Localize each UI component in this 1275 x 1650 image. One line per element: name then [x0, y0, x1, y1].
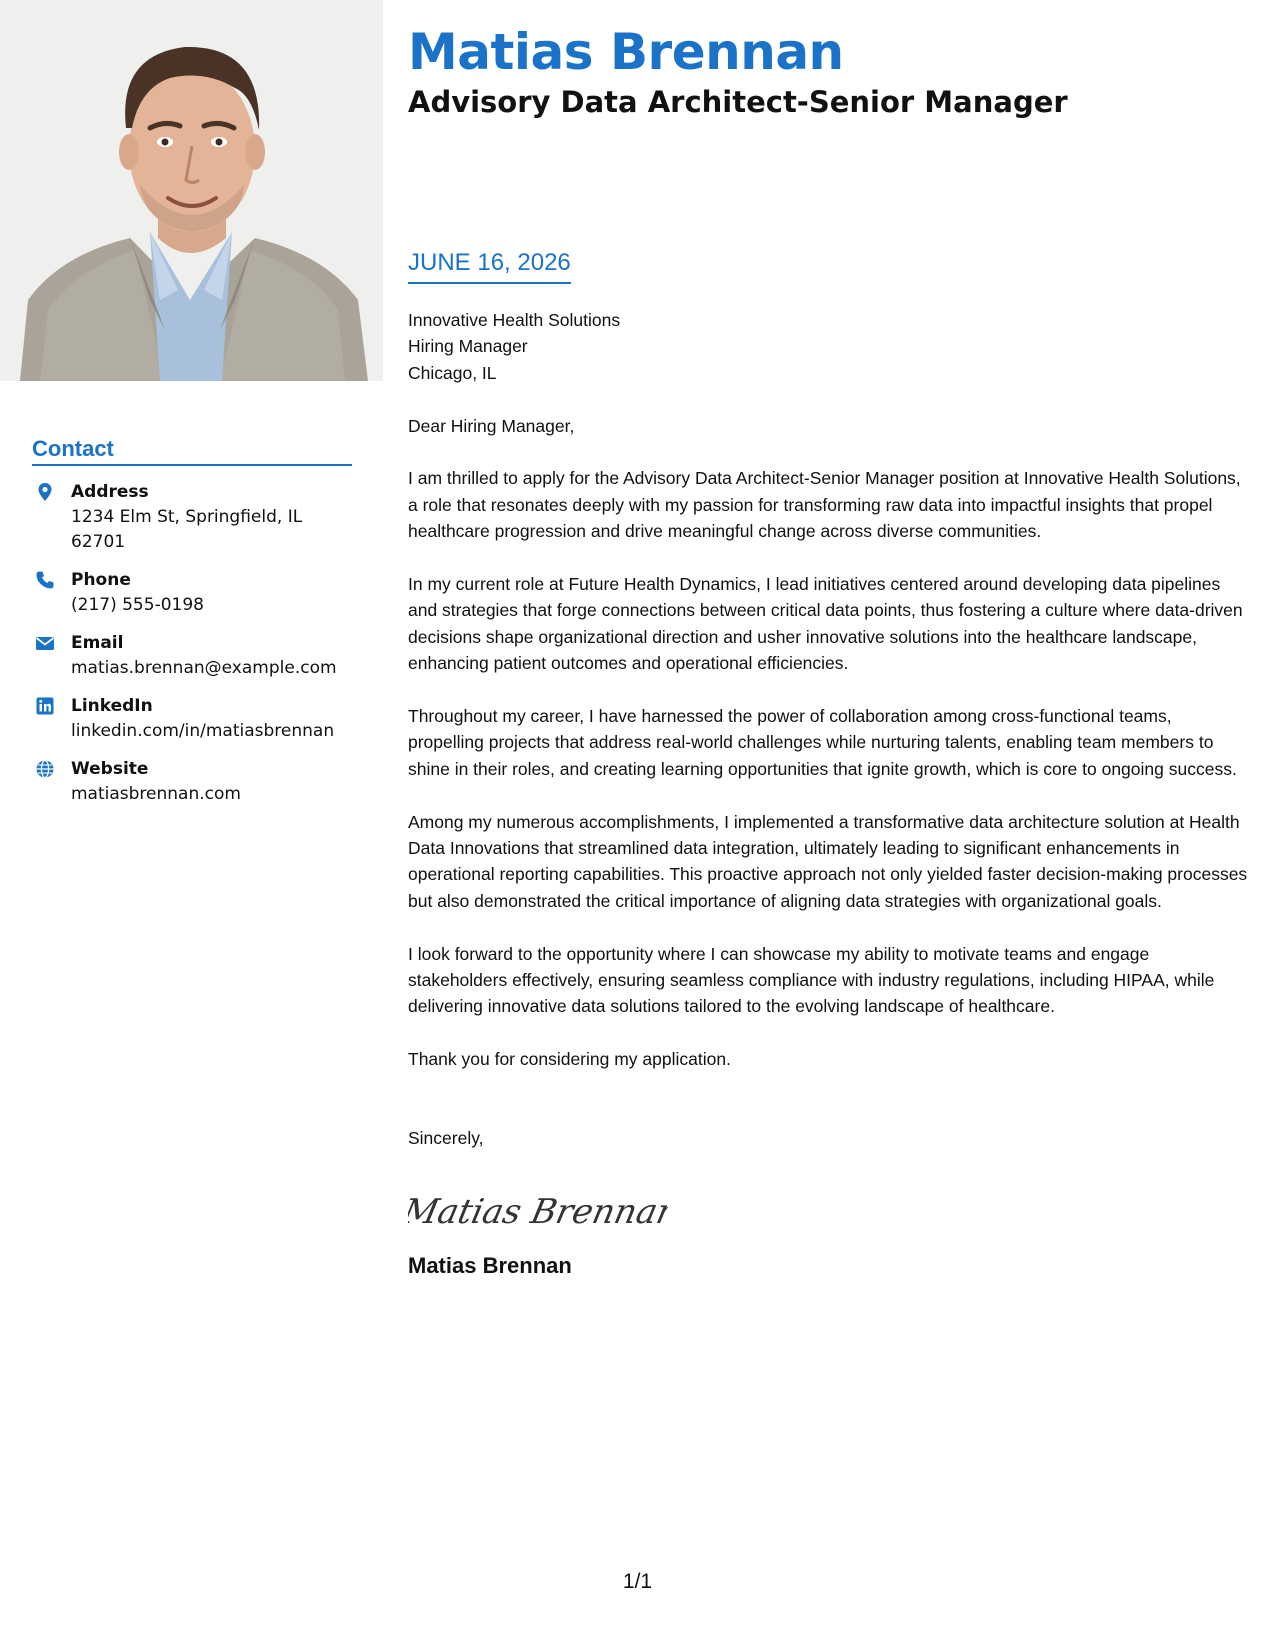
- contact-item-phone: [32, 568, 352, 618]
- applicant-name: Matias Brennan: [408, 23, 844, 81]
- phone-value: (217) 555-0198: [71, 595, 204, 615]
- contact-item-linkedin: [32, 694, 352, 744]
- paragraph-thanks: Thank you for considering my application.: [408, 1049, 731, 1070]
- contact-heading: Contact: [32, 436, 352, 466]
- paragraph-outlook: I look forward to the opportunity where I can showcase my ability to motivate teams and engage stakeholders effectively, ensuring seamless compliance with industry regulations, including HIPAA, while delivering innovative data solutions tailored to the evolving landscape of healthcare.: [408, 943, 1215, 1017]
- globe-icon: [35, 759, 55, 779]
- recipient-block: [408, 307, 1248, 386]
- paragraph-intro: I am thrilled to apply for the Advisory Data Architect-Senior Manager position at Innovative Health Solutions, a role that resonates deeply with my passion for transforming raw data into impactful insights that propel healthcare progression and drive meaningful change across diverse communities.: [408, 468, 1241, 542]
- paragraph-accomplishments: Among my numerous accomplishments, I implemented a transformative data architecture solution at Health Data Innovations that streamlined data integration, ultimately leading to significant enhancements in operational reporting capabilities. This proactive approach not only yielded faster decision-making processes but also demonstrated the critical importance of aligning data strategies with organizational goals.: [408, 811, 1248, 911]
- spacer: [408, 1099, 1248, 1125]
- linkedin-icon: [35, 696, 55, 716]
- contact-section: [32, 436, 352, 807]
- profile-photo: [0, 0, 383, 381]
- address-value: 1234 Elm St, Springfield, IL 62701: [71, 507, 303, 552]
- recipient-role: Hiring Manager: [408, 336, 528, 357]
- location-pin-icon: [35, 482, 55, 502]
- job-title: Advisory Data Architect-Senior Manager: [408, 85, 1068, 119]
- contact-label: Phone: [71, 570, 131, 590]
- contact-item-email: [32, 631, 352, 681]
- phone-icon: [35, 570, 55, 590]
- letter-date: JUNE 16, 2026: [408, 248, 571, 284]
- handwritten-signature: [408, 1181, 1248, 1241]
- signature-image: [408, 1181, 668, 1241]
- page-number: 1/1: [622, 1570, 653, 1593]
- paragraph-current-role: In my current role at Future Health Dynamics, I lead initiatives centered around developing data pipelines and strategies that forge connections between critical data points, thus fostering a culture where data-driven decisions shape organizational direction and usher innovative solutions into the healthcare landscape, enhancing patient outcomes and operational efficiencies.: [408, 574, 1243, 674]
- email-icon: [35, 633, 55, 653]
- recipient-location: Chicago, IL: [408, 362, 497, 383]
- contact-item-address: [32, 480, 352, 555]
- letter-body: [408, 307, 1248, 1280]
- email-value[interactable]: matias.brennan@example.com: [71, 658, 337, 678]
- paragraph-career: Throughout my career, I have harnessed the power of collaboration among cross-functional teams, propelling projects that address real-world challenges while nurturing talents, enabling team members to shine in their roles, and creating learning opportunities that ignite growth, which is core to ongoing success.: [408, 706, 1237, 779]
- closing: Sincerely,: [408, 1128, 484, 1149]
- linkedin-value[interactable]: linkedin.com/in/matiasbrennan: [71, 721, 335, 741]
- contact-label: Address: [71, 482, 149, 502]
- person-portrait: [0, 0, 383, 381]
- contact-label: Website: [71, 759, 149, 779]
- contact-item-website: [32, 757, 352, 807]
- salutation: Dear Hiring Manager,: [408, 415, 575, 436]
- recipient-company: Innovative Health Solutions: [408, 310, 621, 330]
- website-value[interactable]: matiasbrennan.com: [71, 784, 241, 804]
- contact-label: LinkedIn: [71, 696, 153, 716]
- signed-name: Matias Brennan: [408, 1253, 572, 1279]
- signature-text: Matias Brennan: [408, 1192, 668, 1233]
- contact-label: Email: [71, 633, 124, 653]
